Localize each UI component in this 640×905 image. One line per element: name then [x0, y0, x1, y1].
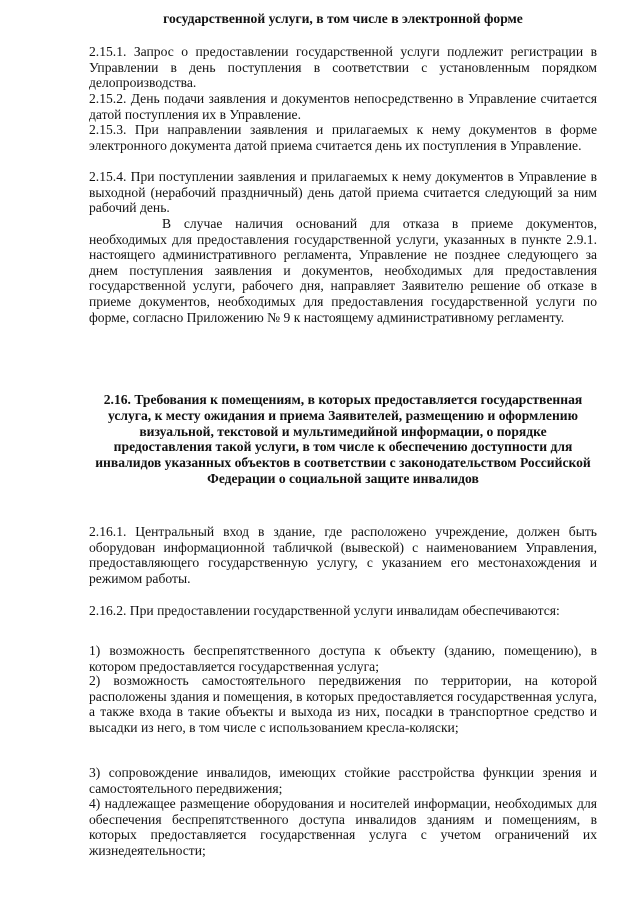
- paragraph-2-16-1: 2.16.1. Центральный вход в здание, где расположено учреждение, должен быть оборудован информационной табличкой (вывеской) с наименованием Управления, предоставляющего государственную услугу, с указанием его местонахождения и режимом работы.: [89, 524, 597, 586]
- paragraph-2-15-2: 2.15.2. День подачи заявления и документов непосредственно в Управление считается датой поступления их в Управление.: [89, 91, 597, 122]
- paragraph-2-16-2: 2.16.2. При предоставлении государственной услуги инвалидам обеспечиваются:: [89, 603, 560, 618]
- paragraph-refusal-notice: В случае наличия оснований для отказа в приеме документов, необходимых для предоставления государственной услуги, указанных в пункте 2.9.1. настоящего административного регламента, Управление не позднее следующего за днем поступления заявления и документов, необходимых для предоставления государственной услуги, рабочего дня, направляет Заявителю решение об отказе в приеме документов, необходимых для предоставления государственной услуги по форме, согласно Приложению № 9 к настоящему административному регламенту.: [89, 216, 597, 325]
- list-item-2: 2) возможность самостоятельного передвижения по территории, на которой расположены здания и помещения, в которых предоставляется государственная услуга, а также входа в такие объекты и выхода из них, посадки в транспортное средство и высадки из него, в том числе с использованием кресла-коляски;: [89, 673, 597, 735]
- list-item-1: 1) возможность беспрепятственного доступа к объекту (зданию, помещению), в котором предоставляется государственная услуга;: [89, 643, 597, 674]
- paragraph-2-15-4: 2.15.4. При поступлении заявления и прилагаемых к нему документов в Управление в выходной (нерабочий праздничный) день датой приема считается следующий за ним рабочий день.: [89, 169, 597, 216]
- section-2-16-title: 2.16. Требования к помещениям, в которых предоставляется государственная услуга, к месту ожидания и приема Заявителей, размещению и оформлению визуальной, текстовой и мультимедийной информации, о порядке предоставления такой услуги, в том числе к обеспечению доступности для инвалидов указанных объектов в соответствии с законодательством Российской Федерации о социальной защите инвалидов: [95, 392, 591, 486]
- continued-section-heading: государственной услуги, в том числе в электронной форме: [163, 11, 523, 26]
- list-item-3: 3) сопровождение инвалидов, имеющих стойкие расстройства функции зрения и самостоятельного передвижения;: [89, 765, 597, 796]
- paragraph-2-15-3: 2.15.3. При направлении заявления и прилагаемых к нему документов в форме электронного документа датой приема считается день их поступления в Управление.: [89, 122, 597, 153]
- list-item-4: 4) надлежащее размещение оборудования и носителей информации, необходимых для обеспечения беспрепятственного доступа инвалидов зданиям и помещениям, в которых предоставляется государственная услуга с учетом ограничений их жизнедеятельности;: [89, 796, 597, 858]
- paragraph-2-15-1: 2.15.1. Запрос о предоставлении государственной услуги подлежит регистрации в Управлении в день поступления в соответствии с установленным порядком делопроизводства.: [89, 44, 597, 91]
